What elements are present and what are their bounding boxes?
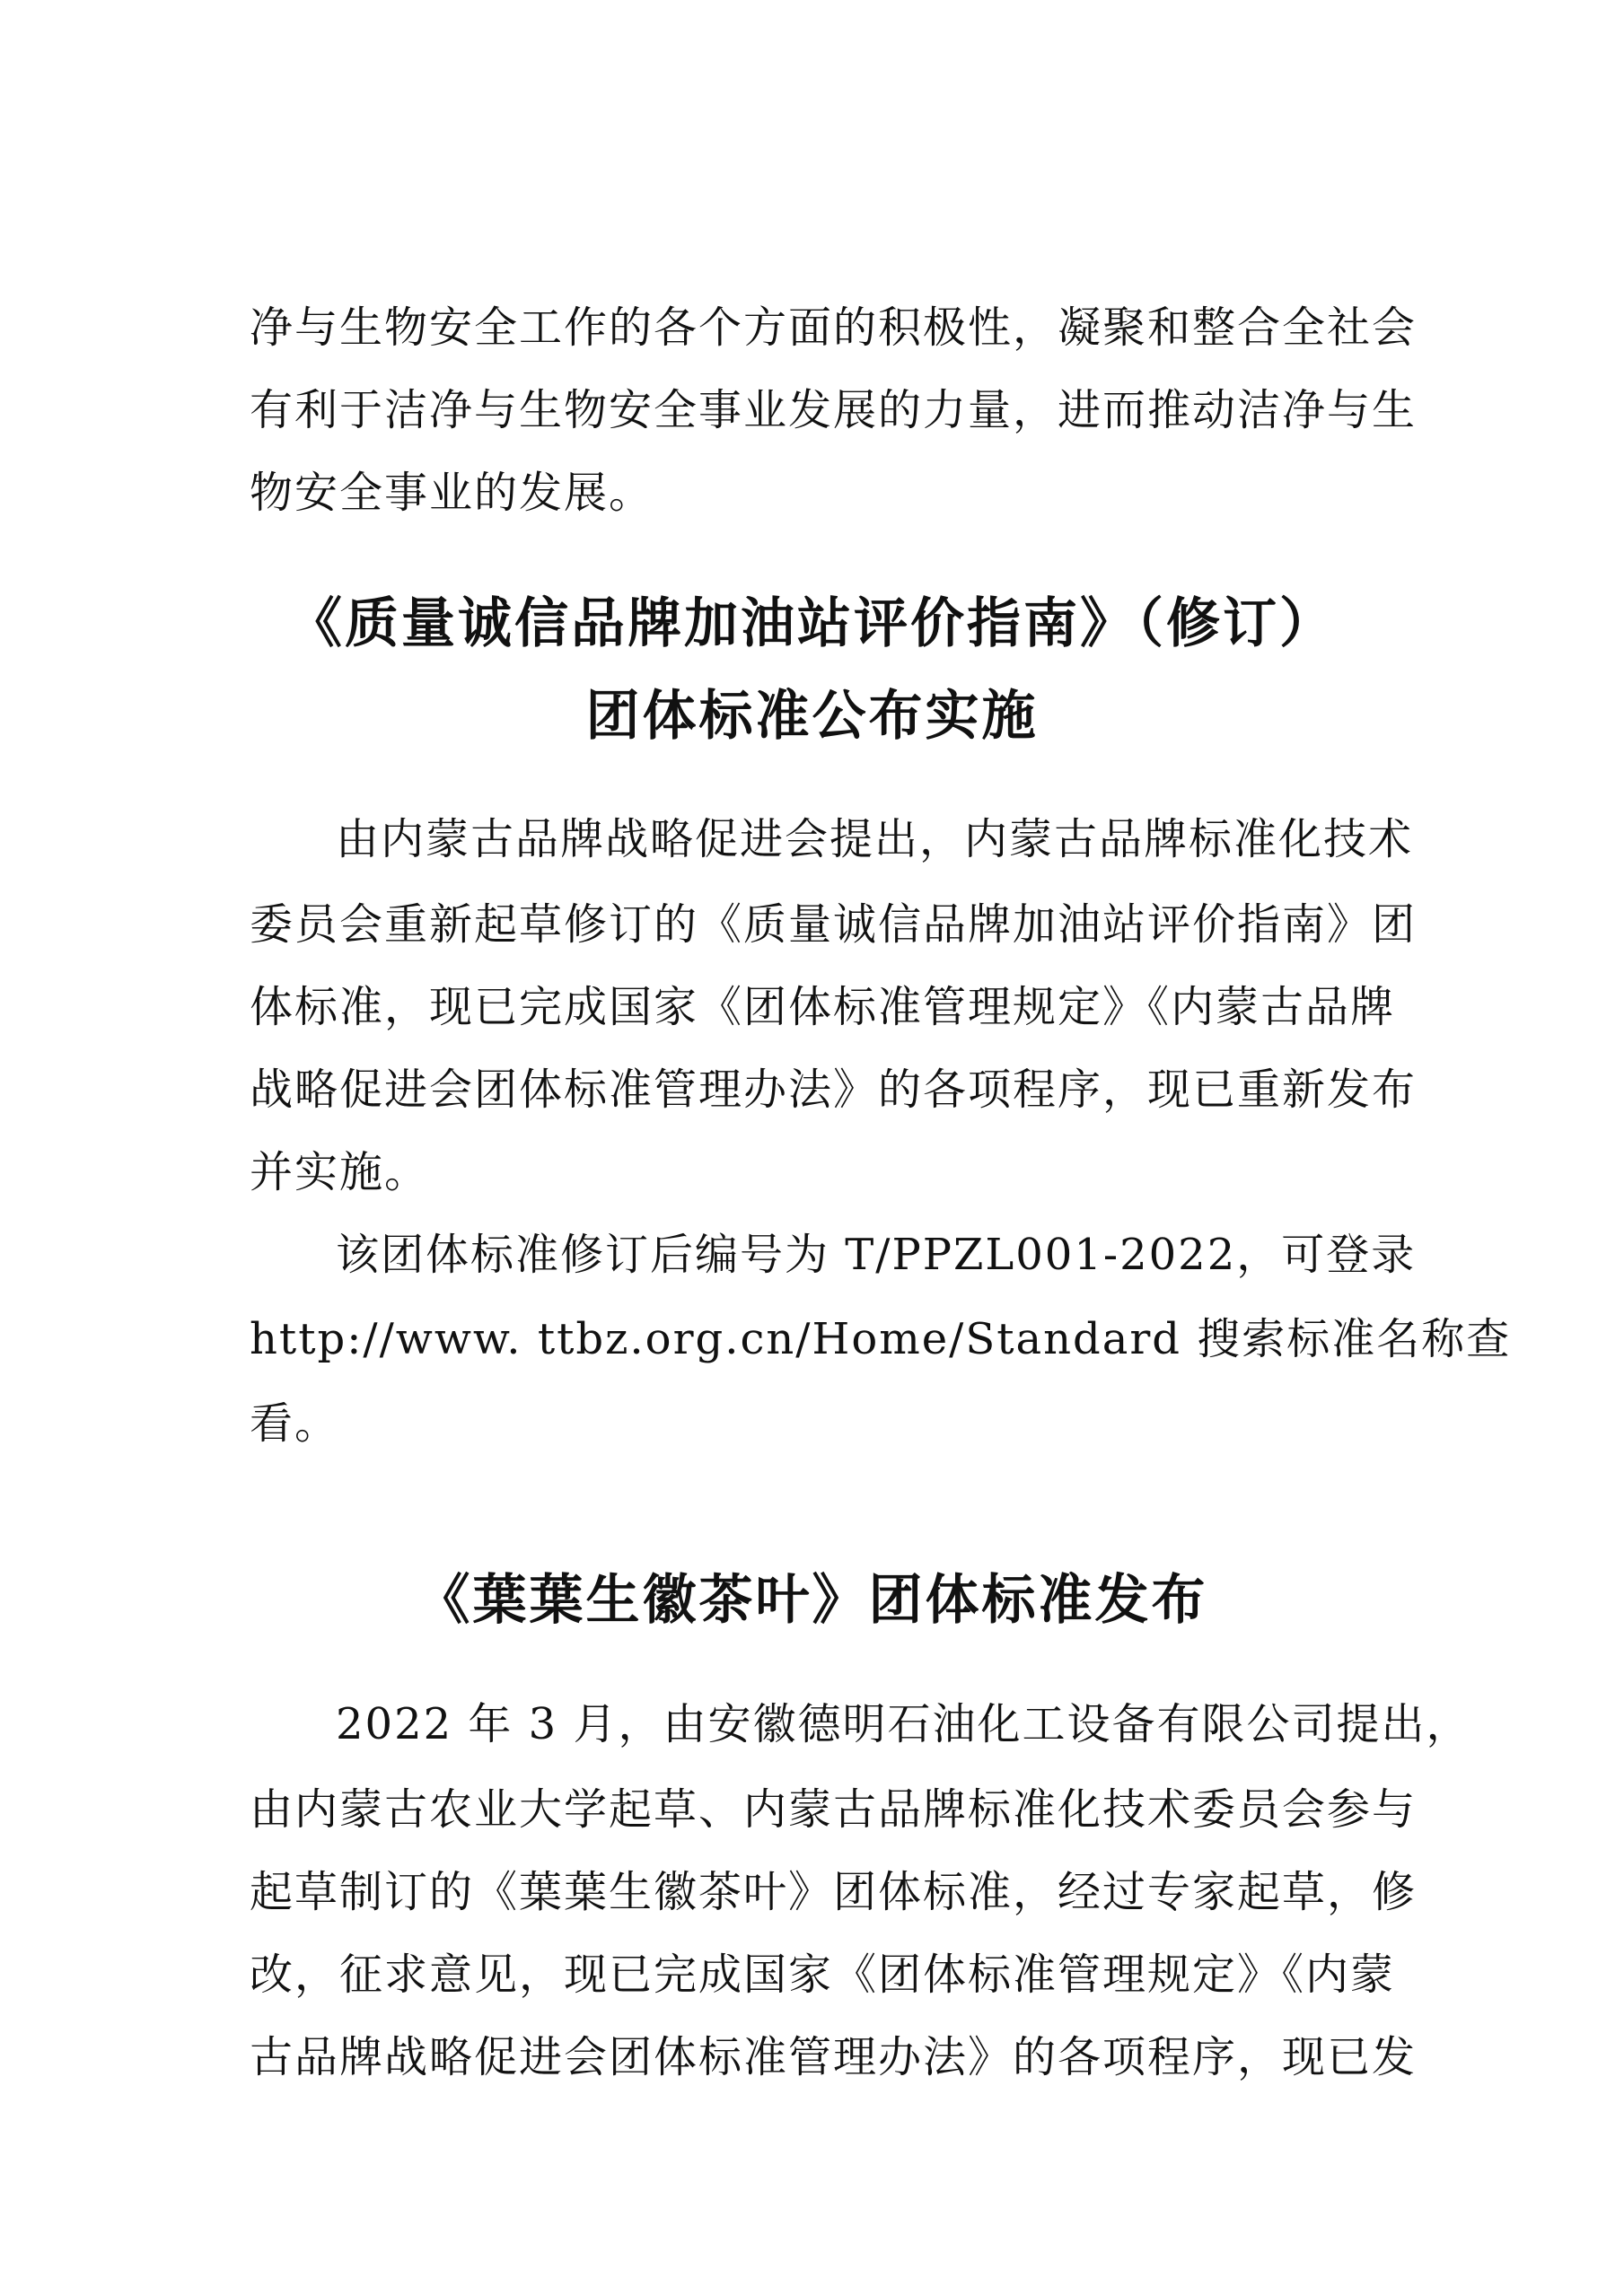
article1-title-line-1: 《质量诚信品牌加油站评价指南》（修订） [288,592,1336,655]
article2-line-2: 由内蒙古农业大学起草、内蒙古品牌标准化技术委员会参与 [250,1784,1418,1835]
article1-title-line-2: 团体标准公布实施 [585,685,1039,748]
intro-line-1: 净与生物安全工作的各个方面的积极性，凝聚和整合全社会 [250,302,1418,353]
article1-line-1: 由内蒙古品牌战略促进会提出，内蒙古品牌标准化技术 [336,814,1414,864]
article1-line-3: 体标准，现已完成国家《团体标准管理规定》《内蒙古品牌 [250,982,1396,1032]
article2-title: 《葉葉生徽茶叶》团体标准发布 [416,1569,1208,1632]
article2-line-3: 起草制订的《葉葉生徽茶叶》团体标准，经过专家起草，修 [250,1867,1418,1917]
article1-line-8: 看。 [250,1398,340,1449]
article2-line-4: 改，征求意见，现已完成国家《团体标准管理规定》《内蒙 [250,1950,1396,2000]
article1-line-2: 委员会重新起草修订的《质量诚信品牌加油站评价指南》团 [250,899,1418,950]
article1-line-7: http://www. ttbz.org.cn/Home/Standard 搜索标准名称查 [250,1314,1512,1364]
article1-line-6: 该团体标准修订后编号为 T/PPZL001-2022，可登录 [336,1230,1417,1280]
article1-line-4: 战略促进会团体标准管理办法》的各项程序，现已重新发布 [250,1065,1418,1115]
article2-line-5: 古品牌战略促进会团体标准管理办法》的各项程序，现已发 [250,2032,1418,2082]
article1-line-5: 并实施。 [250,1147,430,1197]
intro-line-2: 有利于洁净与生物安全事业发展的力量，进而推动洁净与生 [250,385,1418,435]
article2-line-1: 2022 年 3 月，由安徽德明石油化工设备有限公司提出， [336,1699,1471,1749]
intro-line-3: 物安全事业的发展。 [250,468,654,518]
